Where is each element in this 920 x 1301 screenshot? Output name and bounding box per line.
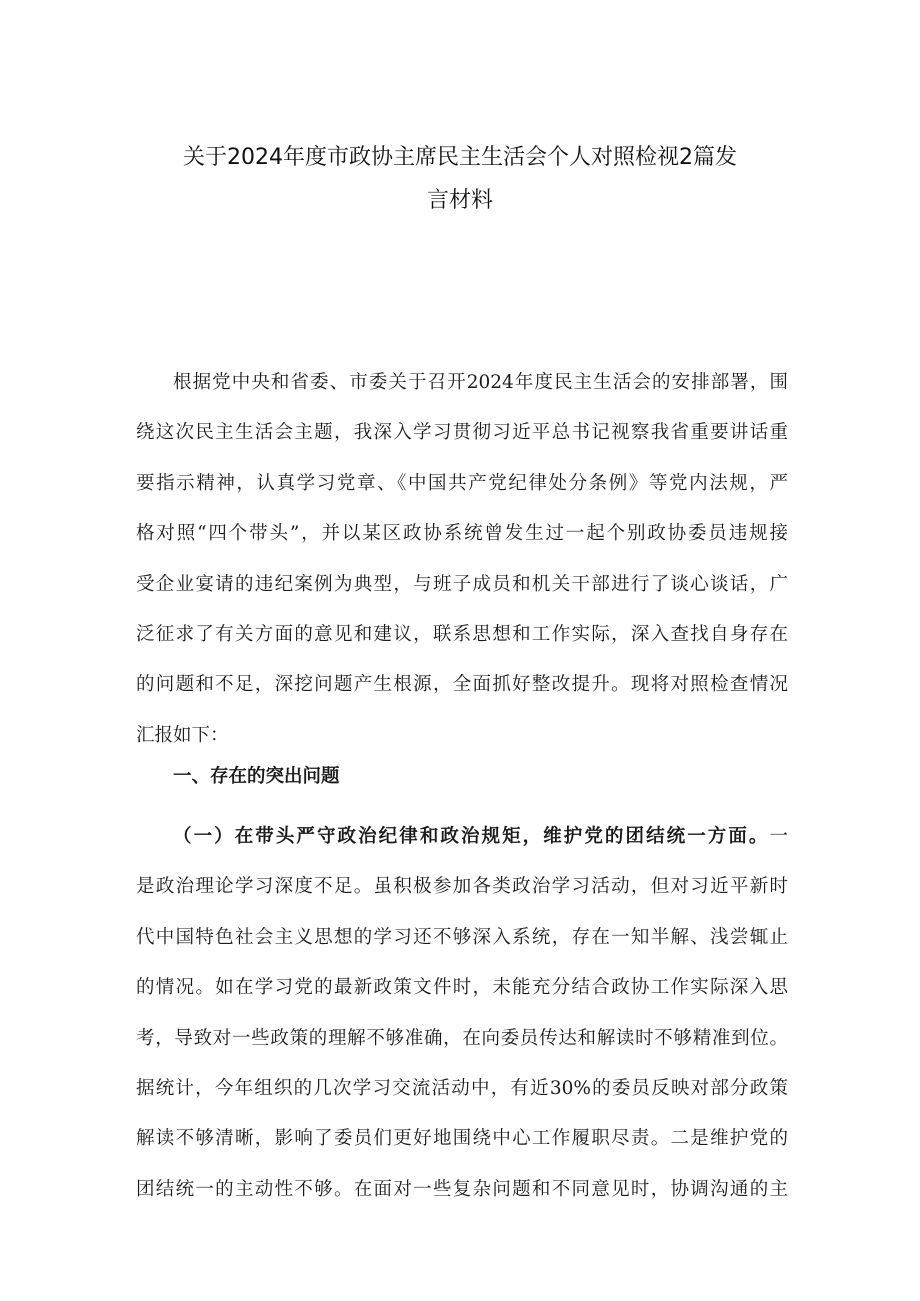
paragraph-line: 代中国特色社会主义思想的学习还不够深入系统，存在一知半解、浅尝辄止	[136, 926, 788, 948]
paragraph-line: 解读不够清晰，影响了委员们更好地围绕中心工作履职尽责。二是维护党的	[136, 1128, 788, 1150]
paragraph-line: 受企业宴请的违纪案例为典型，与班子成员和机关干部进行了谈心谈话，广	[136, 573, 788, 595]
paragraph-line: 的情况。如在学习党的最新政策文件时，未能充分结合政协工作实际深入思	[136, 977, 788, 999]
paragraph-issues	[136, 812, 788, 1215]
paragraph-line: 格对照“四个带头”，并以某区政协系统曾发生过一起个别政协委员违规接	[136, 523, 788, 545]
paragraph-line	[136, 812, 788, 862]
subheading-text: （一）在带头严守政治纪律和政治规矩，维护党的团结统一方面。	[173, 826, 770, 847]
paragraph-line: 根据党中央和省委、市委关于召开2024年度民主生活会的安排部署，围	[173, 372, 788, 393]
paragraph-line: 考，导致对一些政策的理解不够准确，在向委员传达和解读时不够精准到位。	[136, 1027, 788, 1049]
title-line-2: 言材料	[426, 188, 493, 213]
paragraph-line: 据统计，今年组织的几次学习交流活动中，有近30%的委员反映对部分政策	[136, 1077, 788, 1099]
paragraph-line-rest: 一	[769, 826, 788, 847]
paragraph-intro	[136, 358, 788, 761]
paragraph-line: 绕这次民主生活会主题，我深入学习贯彻习近平总书记视察我省重要讲话重	[136, 422, 788, 444]
document-title	[100, 136, 820, 222]
paragraph-line: 要指示精神，认真学习党章、《中国共产党纪律处分条例》等党内法规，严	[136, 472, 788, 494]
paragraph-line: 的问题和不足，深挖问题产生根源，全面抓好整改提升。现将对照检查情况	[136, 674, 788, 696]
paragraph-line: 泛征求了有关方面的意见和建议，联系思想和工作实际，深入查找自身存在	[136, 623, 788, 645]
paragraph-line: 汇报如下：	[136, 724, 229, 746]
section-heading-text: 一、存在的突出问题	[173, 766, 340, 787]
paragraph-line: 是政治理论学习深度不足。虽积极参加各类政治学习活动，但对习近平新时	[136, 876, 788, 898]
section-heading	[136, 752, 788, 802]
title-line-1: 关于2024年度市政协主席民主生活会个人对照检视2篇发	[183, 145, 737, 170]
paragraph-line: 团结统一的主动性不够。在面对一些复杂问题和不同意见时，协调沟通的主	[136, 1178, 788, 1200]
